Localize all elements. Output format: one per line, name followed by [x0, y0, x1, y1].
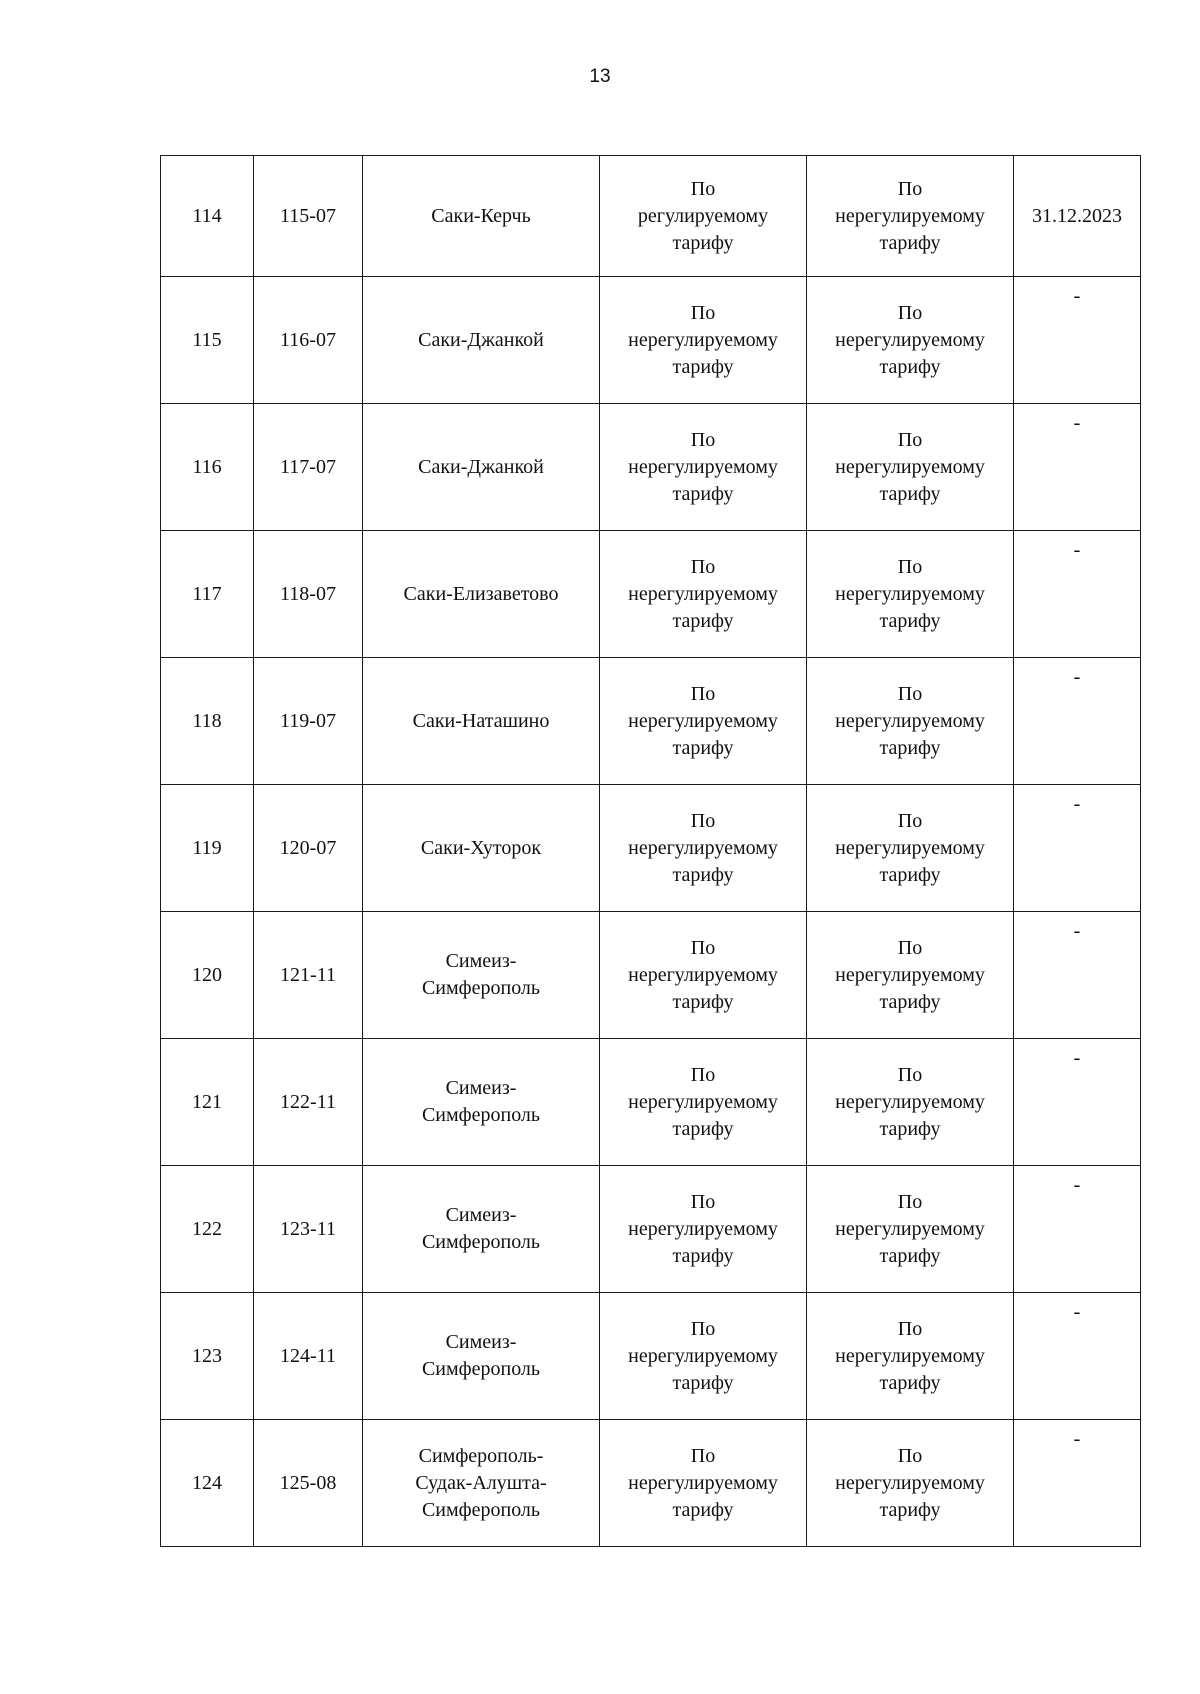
route-name-cell: Саки-Джанкой: [363, 277, 600, 404]
routes-table-body: [161, 156, 1141, 1547]
date-cell: -: [1014, 658, 1141, 785]
table-row: [161, 912, 1141, 1039]
fare-type-new-cell: По нерегулируемому тарифу: [807, 531, 1014, 658]
date-cell: -: [1014, 1166, 1141, 1293]
date-cell: 31.12.2023: [1014, 156, 1141, 277]
table-row: [161, 156, 1141, 277]
fare-type-current-cell: По нерегулируемому тарифу: [600, 658, 807, 785]
route-name-cell: Симеиз- Симферополь: [363, 912, 600, 1039]
fare-type-current-cell: По нерегулируемому тарифу: [600, 1039, 807, 1166]
date-cell: -: [1014, 404, 1141, 531]
route-name-cell: Саки-Джанкой: [363, 404, 600, 531]
date-cell: -: [1014, 912, 1141, 1039]
row-number-cell: 116: [161, 404, 254, 531]
table-row: [161, 277, 1141, 404]
table-row: [161, 658, 1141, 785]
table-row: [161, 785, 1141, 912]
route-name-cell: Симеиз- Симферополь: [363, 1039, 600, 1166]
row-number-cell: 120: [161, 912, 254, 1039]
fare-type-current-cell: По нерегулируемому тарифу: [600, 1166, 807, 1293]
table-row: [161, 531, 1141, 658]
fare-type-new-cell: По нерегулируемому тарифу: [807, 785, 1014, 912]
row-number-cell: 117: [161, 531, 254, 658]
table-row: [161, 1420, 1141, 1547]
table-row: [161, 1039, 1141, 1166]
fare-type-new-cell: По нерегулируемому тарифу: [807, 912, 1014, 1039]
route-code-cell: 122-11: [254, 1039, 363, 1166]
route-name-cell: Саки-Наташино: [363, 658, 600, 785]
table-row: [161, 1166, 1141, 1293]
route-code-cell: 123-11: [254, 1166, 363, 1293]
route-name-cell: Симеиз- Симферополь: [363, 1293, 600, 1420]
routes-table: [160, 155, 1141, 1547]
route-code-cell: 115-07: [254, 156, 363, 277]
fare-type-new-cell: По нерегулируемому тарифу: [807, 1420, 1014, 1547]
fare-type-new-cell: По нерегулируемому тарифу: [807, 156, 1014, 277]
fare-type-current-cell: По нерегулируемому тарифу: [600, 531, 807, 658]
row-number-cell: 122: [161, 1166, 254, 1293]
row-number-cell: 124: [161, 1420, 254, 1547]
row-number-cell: 115: [161, 277, 254, 404]
route-code-cell: 120-07: [254, 785, 363, 912]
route-name-cell: Симферополь- Судак-Алушта- Симферополь: [363, 1420, 600, 1547]
date-cell: -: [1014, 1420, 1141, 1547]
fare-type-new-cell: По нерегулируемому тарифу: [807, 1166, 1014, 1293]
fare-type-current-cell: По нерегулируемому тарифу: [600, 277, 807, 404]
route-name-cell: Симеиз- Симферополь: [363, 1166, 600, 1293]
date-cell: -: [1014, 1039, 1141, 1166]
route-code-cell: 118-07: [254, 531, 363, 658]
route-code-cell: 124-11: [254, 1293, 363, 1420]
fare-type-current-cell: По нерегулируемому тарифу: [600, 912, 807, 1039]
fare-type-new-cell: По нерегулируемому тарифу: [807, 277, 1014, 404]
fare-type-new-cell: По нерегулируемому тарифу: [807, 1293, 1014, 1420]
route-code-cell: 121-11: [254, 912, 363, 1039]
date-cell: -: [1014, 1293, 1141, 1420]
date-cell: -: [1014, 531, 1141, 658]
route-code-cell: 119-07: [254, 658, 363, 785]
page-number: 13: [589, 66, 611, 87]
table-row: [161, 404, 1141, 531]
route-code-cell: 116-07: [254, 277, 363, 404]
route-name-cell: Саки-Керчь: [363, 156, 600, 277]
route-name-cell: Саки-Елизаветово: [363, 531, 600, 658]
fare-type-new-cell: По нерегулируемому тарифу: [807, 658, 1014, 785]
fare-type-current-cell: По нерегулируемому тарифу: [600, 785, 807, 912]
fare-type-new-cell: По нерегулируемому тарифу: [807, 1039, 1014, 1166]
route-code-cell: 125-08: [254, 1420, 363, 1547]
row-number-cell: 119: [161, 785, 254, 912]
row-number-cell: 123: [161, 1293, 254, 1420]
route-name-cell: Саки-Хуторок: [363, 785, 600, 912]
row-number-cell: 114: [161, 156, 254, 277]
fare-type-new-cell: По нерегулируемому тарифу: [807, 404, 1014, 531]
date-cell: -: [1014, 277, 1141, 404]
fare-type-current-cell: По нерегулируемому тарифу: [600, 1293, 807, 1420]
fare-type-current-cell: По регулируемому тарифу: [600, 156, 807, 277]
date-cell: -: [1014, 785, 1141, 912]
row-number-cell: 121: [161, 1039, 254, 1166]
route-code-cell: 117-07: [254, 404, 363, 531]
row-number-cell: 118: [161, 658, 254, 785]
fare-type-current-cell: По нерегулируемому тарифу: [600, 404, 807, 531]
table-row: [161, 1293, 1141, 1420]
fare-type-current-cell: По нерегулируемому тарифу: [600, 1420, 807, 1547]
